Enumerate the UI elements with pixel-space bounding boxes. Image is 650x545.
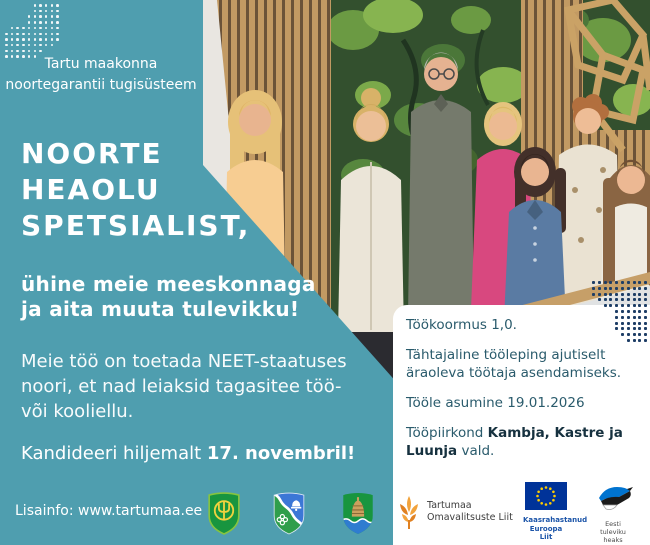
start-date: Tööle asumine 19.01.2026 [406,395,585,411]
dot [633,310,636,313]
dot [22,38,25,41]
region-municipalities: Kambja, Kastre ja Luunja [406,425,623,459]
dot [644,293,647,296]
dot [604,287,607,290]
headline-line3: SPETSIALIST, [21,209,251,242]
dot [638,281,641,284]
dot [609,281,612,284]
region-prefix: Tööpiirkond [406,425,488,441]
dot [621,327,624,330]
dot [34,27,37,30]
workload: Töökoormus 1,0. [406,317,517,333]
dot [56,38,59,41]
dot [22,44,25,47]
dot [39,15,42,18]
ee-line2: tuleviku heaks [600,528,626,544]
eu-line1: Kaasrahastanud [523,516,588,524]
dot [621,281,624,284]
dot [51,21,54,24]
dot [615,327,618,330]
dot [627,322,630,325]
dot [633,304,636,307]
dot [56,10,59,13]
dot [39,27,42,30]
dot [615,316,618,319]
dot [5,44,8,47]
application-deadline [21,443,355,464]
dot [16,44,19,47]
subheadline-line2: ja aita muuta tulevikku! [21,297,300,321]
dot [615,293,618,296]
dot [45,38,48,41]
dot [34,44,37,47]
dot [598,281,601,284]
dot [56,15,59,18]
estonia-swallow-icon [593,484,633,514]
dot [16,33,19,36]
dot [609,293,612,296]
dot [34,33,37,36]
dot [644,287,647,290]
dot [609,304,612,307]
dot [638,293,641,296]
dot [633,298,636,301]
dot [45,27,48,30]
dot [638,333,641,336]
dot [644,327,647,330]
dot [644,281,647,284]
dot [22,50,25,53]
tol-line1: Tartumaa [427,500,472,511]
dot [621,293,624,296]
dot [51,38,54,41]
contract-line2: äraoleva töötaja asendamiseks. [406,365,622,381]
dot [638,316,641,319]
dot [627,287,630,290]
tol-line2: Omavalitsuste Liit [427,512,513,523]
dot [633,287,636,290]
dot [638,304,641,307]
coat-of-arms-kastre [272,491,306,535]
coat-of-arms-kambja [207,491,241,535]
badge-line1: Tartu maakonna [44,56,158,72]
dot [11,38,14,41]
dot [644,310,647,313]
dot [34,21,37,24]
subheadline [21,272,316,322]
dot [627,316,630,319]
dot [644,304,647,307]
dot [598,293,601,296]
dot [633,293,636,296]
dot [615,298,618,301]
contract-terms [406,346,642,382]
ee-text [590,520,636,544]
dot [604,304,607,307]
mission-text [21,349,347,424]
dot [621,316,624,319]
dot [45,15,48,18]
dot [621,298,624,301]
dot [51,44,54,47]
dot [598,287,601,290]
coat-of-arms-luunja [341,491,375,535]
dot [56,21,59,24]
headline-line2: HEAOLU [21,173,161,206]
mission-line3: või kooliellu. [21,401,134,422]
subheadline-line1: ühine meie meeskonnaga [21,272,316,296]
dot [633,281,636,284]
dot [644,298,647,301]
dot [34,4,37,7]
dot [51,27,54,30]
headline-line1: NOORTE [21,137,163,170]
program-badge [0,54,202,96]
dot [5,50,8,53]
dot [45,4,48,7]
dot [627,339,630,342]
dot [16,50,19,53]
dot [28,27,31,30]
mission-line1: Meie töö on toetada NEET-staatuses [21,351,347,372]
dot [627,281,630,284]
dot [28,44,31,47]
dot [34,10,37,13]
dot [39,21,42,24]
dot [45,44,48,47]
dot [16,38,19,41]
dot [11,27,14,30]
eu-flag-icon [525,482,567,510]
mission-line2: noori, et nad leiaksid tagasitee töö- [21,376,342,397]
dot [592,281,595,284]
dot [615,287,618,290]
dot [45,33,48,36]
dot [34,38,37,41]
dot [633,333,636,336]
dot [22,27,25,30]
dot [621,287,624,290]
dot [51,4,54,7]
dot [51,10,54,13]
dot [638,327,641,330]
dot [615,310,618,313]
dot [39,38,42,41]
kambja-shield-icon [207,491,241,535]
dot [56,33,59,36]
logo-eu-cofunded [523,482,588,542]
dot [627,293,630,296]
dot [604,293,607,296]
dot [39,10,42,13]
dot [11,44,14,47]
more-info-url[interactable]: www.tartumaa.ee [78,503,203,519]
dot [638,322,641,325]
dot [11,33,14,36]
dot [627,310,630,313]
logo-tartumaa-omavalitsuste-liit [397,494,513,530]
dot [638,287,641,290]
dot [45,21,48,24]
more-info [15,503,202,519]
dot [28,15,31,18]
dot [633,339,636,342]
dot [615,322,618,325]
work-region [406,424,642,460]
dot [604,281,607,284]
eu-line2: Euroopa Liit [529,524,563,541]
dot [592,293,595,296]
dot [615,304,618,307]
dot [621,310,624,313]
dot [16,27,19,30]
dot [633,322,636,325]
dot [627,304,630,307]
dot [39,33,42,36]
badge-line2: noortegarantii tugisüsteem [5,77,197,93]
dot [633,316,636,319]
luunja-shield-icon [341,491,375,535]
contract-line1: Tähtajaline tööleping ajutiselt [406,347,606,363]
dot [644,316,647,319]
dot [11,50,14,53]
dot [56,27,59,30]
dot [615,281,618,284]
kastre-shield-icon [272,491,306,535]
dot [34,50,37,53]
dot [22,33,25,36]
dot [28,50,31,53]
dot [51,33,54,36]
dot [621,304,624,307]
dot [5,38,8,41]
logo-eesti-tuleviku-heaks [590,484,636,544]
dot [644,339,647,342]
eu-text [523,516,588,542]
dot [609,287,612,290]
dot [56,4,59,7]
deadline-date: 17. novembril! [206,443,356,464]
job-title-headline [21,136,250,244]
dot [638,298,641,301]
dot [621,333,624,336]
dot [621,322,624,325]
dot [644,322,647,325]
region-suffix: vald. [457,443,495,459]
dot [45,10,48,13]
tol-text [427,500,513,524]
dots-pattern-right [592,281,650,347]
dot [39,4,42,7]
dot [633,327,636,330]
dot [28,21,31,24]
dot [5,33,8,36]
more-info-label: Lisainfo: [15,503,78,519]
dot [34,15,37,18]
dot [592,287,595,290]
dot [598,298,601,301]
dot [627,333,630,336]
tol-leaf-icon [397,494,421,530]
dot [39,50,42,53]
dot [638,310,641,313]
dot [644,333,647,336]
dot [28,38,31,41]
ee-line1: Eesti [605,520,621,528]
dot [51,15,54,18]
dot [28,33,31,36]
dot [627,298,630,301]
dot [604,298,607,301]
dot [39,44,42,47]
dot [609,298,612,301]
dot [627,327,630,330]
deadline-prefix: Kandideeri hiljemalt [21,443,207,464]
dot [638,339,641,342]
